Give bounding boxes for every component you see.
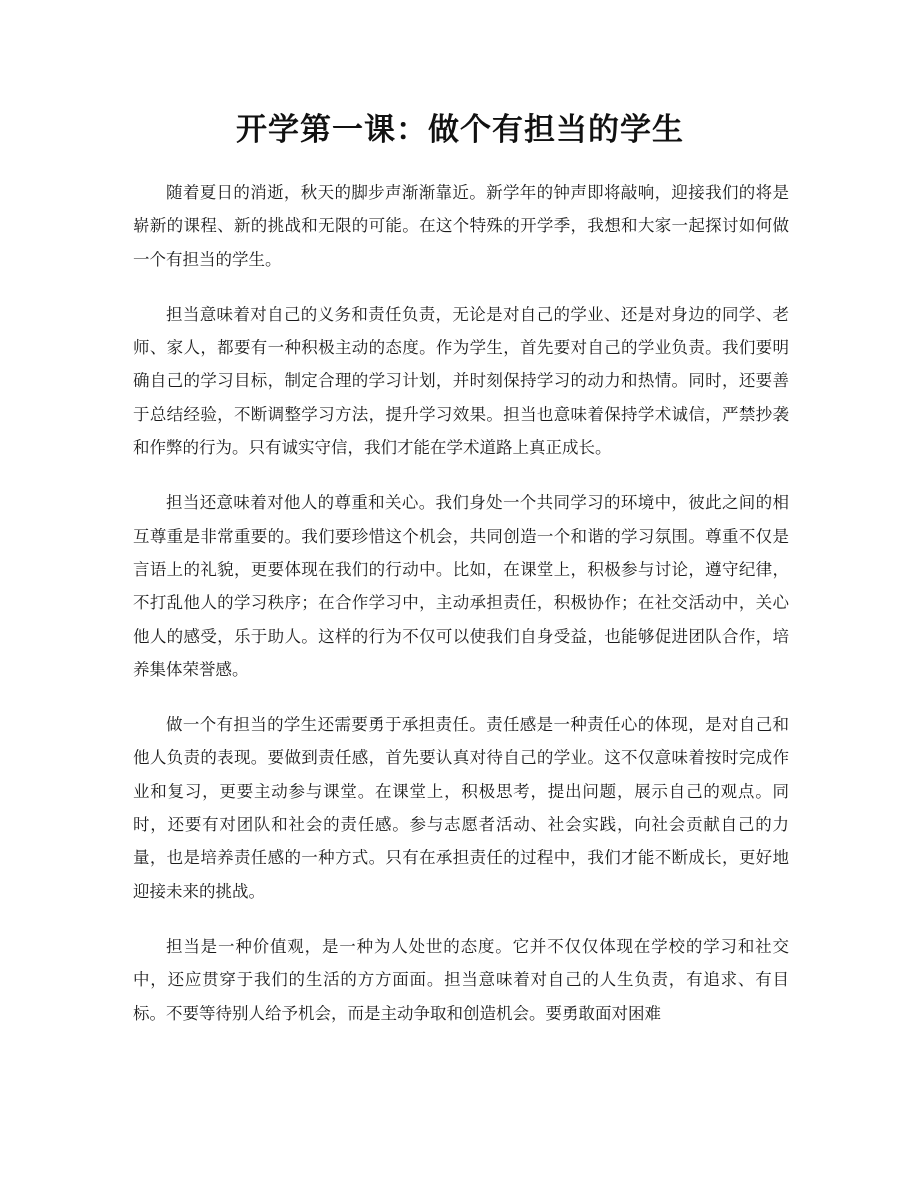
document-title: 开学第一课：做个有担当的学生 [236,112,684,148]
paragraph-3: 担当还意味着对他人的尊重和关心。我们身处一个共同学习的环境中，彼此之间的相互尊重是非常重要的。我们要珍惜这个机会，共同创造一个和谐的学习氛围。尊重不仅是言语上的礼貌，更要体现在我们的行动中。比如，在课堂上，积极参与讨论，遵守纪律，不打乱他人的学习秩序；在合作学习中，主动承担责任，积极协作；在社交活动中，关心他人的感受，乐于助人。这样的行为不仅可以使我们自身受益，也能够促进团队合作，培养集体荣誉感。 [133,493,789,679]
paragraph-2: 担当意味着对自己的义务和责任负责，无论是对自己的学业、还是对身边的同学、老师、家人，都要有一种积极主动的态度。作为学生，首先要对自己的学业负责。我们要明确自己的学习目标，制定合理的学习计划，并时刻保持学习的动力和热情。同时，还要善于总结经验，不断调整学习方法，提升学习效果。担当也意味着保持学术诚信，严禁抄袭和作弊的行为。只有诚实守信，我们才能在学术道路上真正成长。 [133,304,789,458]
paragraph-1: 随着夏日的消逝，秋天的脚步声渐渐靠近。新学年的钟声即将敲响，迎接我们的将是崭新的课程、新的挑战和无限的可能。在这个特殊的开学季，我想和大家一起探讨如何做一个有担当的学生。 [133,183,789,269]
paragraph-4: 做一个有担当的学生还需要勇于承担责任。责任感是一种责任心的体现，是对自己和他人负责的表现。要做到责任感，首先要认真对待自己的学业。这不仅意味着按时完成作业和复习，更要主动参与课堂。在课堂上，积极思考，提出问题，展示自己的观点。同时，还要有对团队和社会的责任感。参与志愿者活动、社会实践，向社会贡献自己的力量，也是培养责任感的一种方式。只有在承担责任的过程中，我们才能不断成长，更好地迎接未来的挑战。 [133,715,789,901]
paragraph-5: 担当是一种价值观，是一种为人处世的态度。它并不仅仅体现在学校的学习和社交中，还应贯穿于我们的生活的方方面面。担当意味着对自己的人生负责，有追求、有目标。不要等待别人给予机会，而是主动争取和创造机会。要勇敢面对困难 [133,936,789,1023]
document-body [133,176,789,1052]
